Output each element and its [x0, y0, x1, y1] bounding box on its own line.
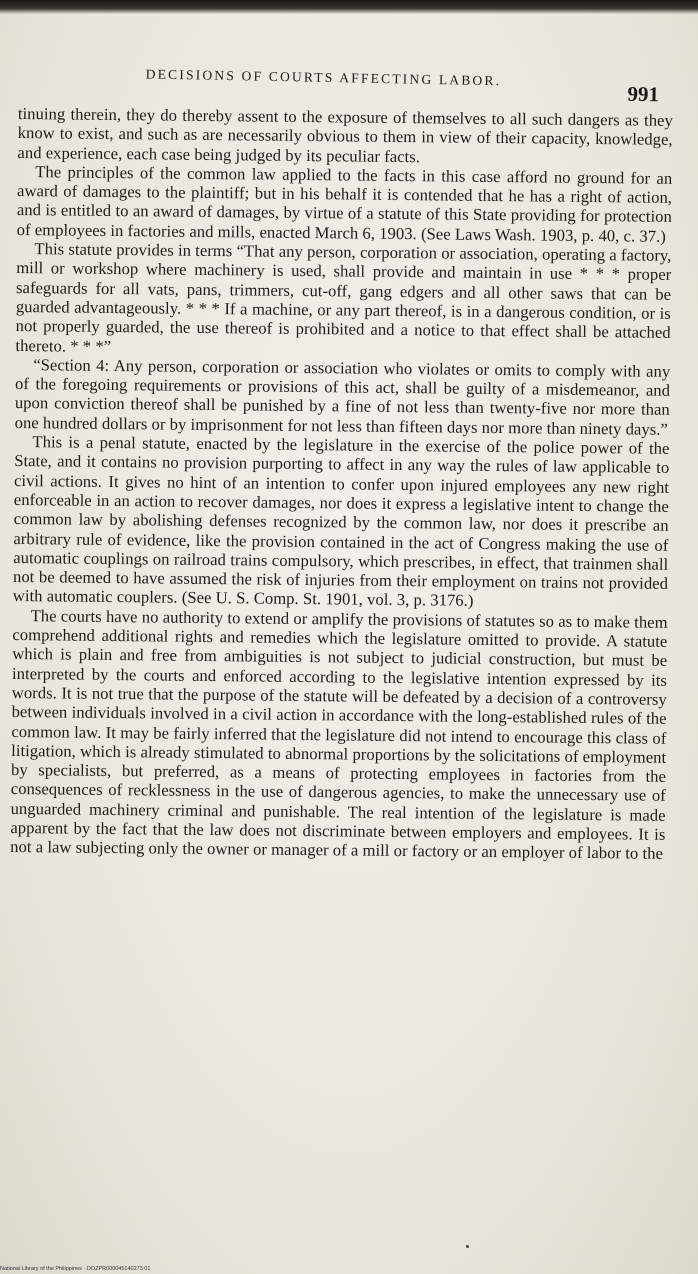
paragraph: The principles of the common law applied to the facts in this case afford no ground for an award of damages to the plaintiff; but in his behalf it is contended that he has a right of action, and is entitled to an award of damages, by virtue of a statute of this State providing for protection of employees in factories and mills, enacted March 6, 1903. (See Laws Wash. 1903, p. 40, c. 37.) [16, 162, 673, 246]
running-head: DECISIONS OF COURTS AFFECTING LABOR. [145, 66, 502, 89]
paragraph: This is a penal statute, enacted by the legislature in the exercise of the police power of the State, and it contains no provision purporting to affect in any way the rules of law applicable to civil actions. It gives no hint of an intention to confer upon injured employees any new right enforceable in an action to recover damages, nor does it express a legislative intent to change the common law by abolishing defenses recognized by the common law, nor does it prescribe an arbitrary rule of evidence, like the provision contained in the act of Congress making the use of automatic couplings on railroad trains compulsory, which prescribes, in effect, that trainmen shall not be deemed to have assumed the risk of injuries from their employment on trains not provided with automatic couplers. (See U. S. Comp. St. 1901, vol. 3, p. 3176.) [12, 432, 670, 611]
paragraph: tinuing therein, they do thereby assent to the exposure of themselves to all such dangers as they know to exist, and such as are necessarily obvious to them in view of their capacity, knowledge, and experience, each case being judged by its peculiar facts. [17, 104, 673, 166]
body-text [10, 104, 673, 863]
paragraph: The courts have no authority to extend or amplify the provisions of statutes so as to make them comprehend additional rights and remedies which the legislature omitted to provide. A statute which is plain and free from ambiguities is not subject to judicial construction, but must be interpreted by the courts and enforced according to the legislative intention expressed by its words. It is not true that the purpose of the statute will be defeated by a decision of a controversy between individuals involved in a civil action in accordance with the long-established rules of the common law. It may be fairly inferred that the legislature did not intend to encourage this class of litigation, which is already stimulated to abnormal proportions by the solicitations of employment by specialists, but preferred, as a means of protecting employees in factories from the consequences of recklessness in the use of dangerous agencies, to make the unnecessary use of unguarded machinery criminal and punishable. The real intention of the legislature is made apparent by the fact that the law does not discriminate between employers and employees. It is not a law subjecting only the owner or manager of a mill or factory or an employer of labor to the [10, 605, 668, 864]
scan-attribution: National Library of the Philippines · DOZPR000045140273 01 [0, 1266, 151, 1272]
paragraph: “Section 4: Any person, corporation or association who violates or omits to comply with any of the foregoing requirements or provisions of this act, shall be guilty of a misdemeanor, and upon conviction thereof shall be punished by a fine of not less than twenty-five nor more than one hundred dollars or by imprisonment for not less than fifteen days nor more than ninety days.” [14, 355, 671, 439]
scan-speck [466, 1245, 469, 1248]
paragraph: This statute provides in terms “That any person, corporation or association, operating a factory, mill or workshop where machinery is used, shall provide and maintain in use * * * proper safeguards for all vats, pans, trimmers, cut-off, gang edgers and all other saws that can be guarded advantageously. * * * If a machine, or any part thereof, is in a dangerous condition, or is not properly guarded, the use thereof is prohibited and a notice to that effect shall be attached thereto. * * *” [15, 239, 672, 356]
page-number: 991 [627, 81, 660, 107]
page-top-shadow [0, 0, 698, 14]
